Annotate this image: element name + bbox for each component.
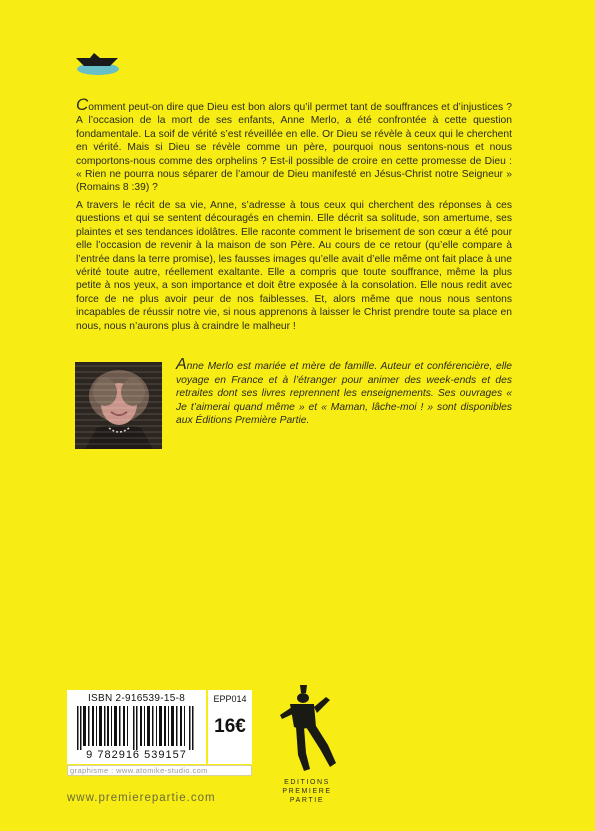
intro-paragraph [76,95,512,195]
summary-paragraph: A travers le récit de sa vie, Anne, s’adresse à tous ceux qui cherchent des réponses à ces questions et qui se sentent découragés en chemin. Elle décrit sa solitude, son amertume, ses plaintes et ses tendances idolâtres. Elle raconte comment le brisement de son cœur a été pour elle l’occasion de revenir à la maison de son Père. Au cours de ce retour (qu’elle compare à l’entrée dans la terre promise), les fausses images qu’elle avait d’elle même ont fait place à une vérité toute autre, réellement exaltante. Elle a compris que toute souffrance, même la plus petite à nos yeux, a son importance et doit être exposée à la consolation. Elle nous redit avec force de ne plus avoir peur de nos faiblesses. Et, alors même que nous nous sentons incapables de réussir notre vie, si nous apprenons à laisser le Christ prendre toute sa place en nous, nous n’aurons plus à craindre le malheur ! [76,200,512,332]
barcode-bars [71,706,202,750]
author-bio [176,356,512,428]
author-photo [75,362,162,449]
isbn-label: ISBN 2-916539-15-8 [87,693,186,704]
publisher-line2: PREMIERE [282,788,332,795]
dropcap: C [76,95,89,114]
paper-boat-icon [74,52,120,76]
publisher-name [268,778,346,805]
design-credit [67,765,252,776]
intro-text: omment peut-on dire que Dieu est bon alors qu’il permet tant de souffrances et d’injustices ? A l’occasion de la mort de ses enfants, Anne Merlo, a été confrontée à cette question fondamentale. La soif de vérité s’est réveillée en elle. Or Dieu se révèle à ceux qui le cherchent en vérité. Mais si Dieu se révèle comme un père, pourquoi nous sentons-nous et nous comportons-nous comme des orphelins ? Est-il possible de croire en cette promesse de Dieu : « Rien ne pourra nous séparer de l’amour de Dieu manifesté en Jésus-Christ notre Seigneur » (Romains 8 :39) ? [76,102,512,194]
design-credit-text: graphisme : www.atomike-studio.com [70,766,208,775]
publisher-line3: PARTIE [289,797,325,804]
product-code: EPP014 [213,694,247,704]
price: 16€ [214,716,246,737]
bio-dropcap: A [176,356,187,373]
publisher-logo-icon [270,683,340,773]
barcode-box [67,690,206,764]
bio-text: nne Merlo est mariée et mère de famille. Auteur et conférencière, elle voyage en France et à l’étranger pour animer des week-ends et des retraites dont ses livres reprennent les enseignements. Ses ouvrages « Je t’aimerai quand même » et « Maman, lâche-moi ! » sont disponibles aux Éditions Première Partie. [176,361,512,427]
price-box [208,690,252,764]
publisher-line1: EDITIONS [284,779,330,786]
website-link[interactable]: www.premierepartie.com [67,792,216,804]
barcode-number: 9 782916 539157 [86,749,187,761]
